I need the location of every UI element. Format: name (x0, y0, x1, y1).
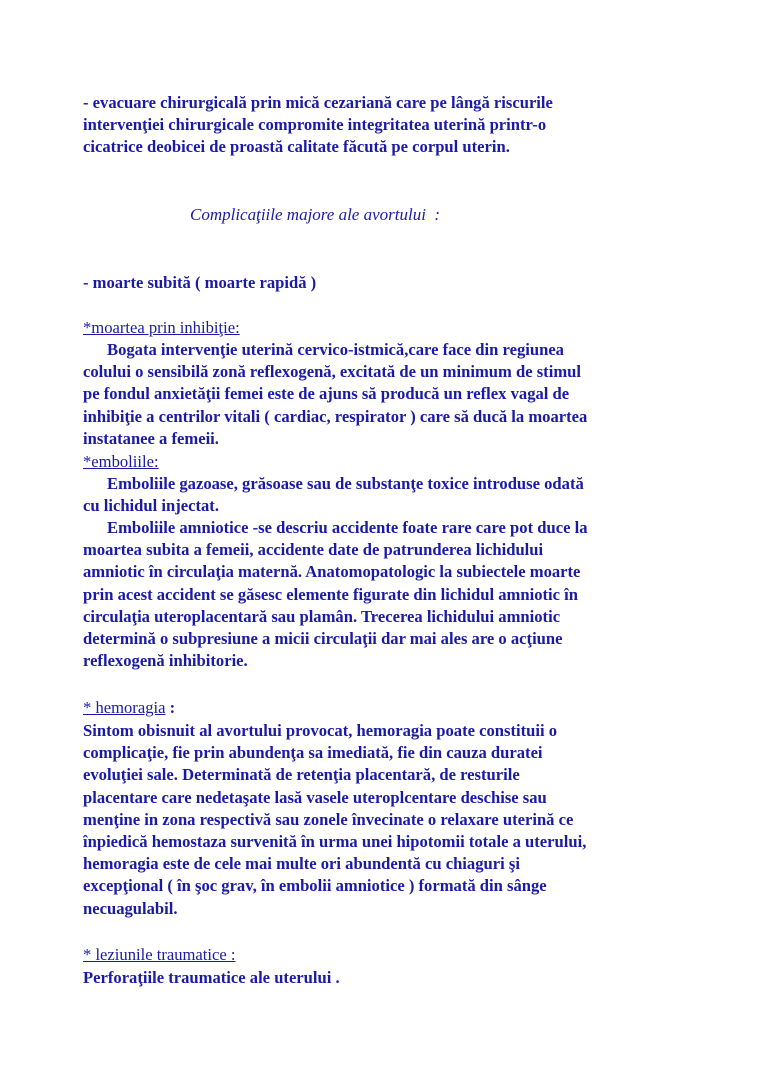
text-line: complicaţie, fie prin abundenţa sa imediată, fie din cauza duratei (83, 743, 543, 763)
text-line: moartea subita a femeii, accidente date de patrunderea lichidului (83, 540, 544, 560)
intro-paragraph (83, 92, 693, 159)
text-line: cu lichidul injectat. (83, 496, 219, 516)
emboliile-gazoase-paragraph (83, 473, 693, 517)
hemoragia-heading (83, 697, 693, 719)
text-line: menţine in zona respectivă sau zonele învecinate o relaxare uterină ce (83, 809, 574, 829)
text-line: Bogata intervenţie uterină cervico-istmică,care face din regiunea (107, 340, 564, 359)
text-line: înpiedică hemostaza survenită în urma unei hipotomii totale a uterului, (83, 832, 587, 852)
leziunile-label: * leziunile traumatice : (83, 945, 236, 964)
inhibitie-label: *moartea prin inhibiţie: (83, 318, 240, 337)
text-line: - evacuare chirurgicală prin mică cezariană care pe lângă riscurile (83, 93, 553, 112)
text-line: necuagulabil. (83, 898, 178, 918)
text-line: pe fondul anxietăţii femei este de ajuns să producă un reflex vagal de (83, 384, 570, 404)
inhibitie-paragraph (83, 339, 693, 450)
text-line: amniotic în circulaţia maternă. Anatomopatologic la subiectele moarte (83, 562, 581, 582)
text-line: Sintom obisnuit al avortului provocat, hemoragia poate constituii o (83, 721, 558, 740)
hemoragia-colon: : (165, 698, 176, 717)
section-heading: Complicaţiile majore ale avortului : (190, 205, 441, 224)
text-line: hemoragia este de cele mai multe ori abundentă cu chiaguri şi (83, 854, 520, 874)
hemoragia-paragraph (83, 720, 693, 920)
text-line: cicatrice deobicei de proastă calitate făcută pe corpul uterin. (83, 137, 510, 157)
text-line: prin acest accident se găsesc elemente figurate din lichidul amniotic în (83, 584, 578, 604)
text-line: colului o sensibilă zonă reflexogenă, excitată de un minimum de stimul (83, 362, 581, 382)
text-line: Emboliile amniotice -se descriu accidente foate rare care pot duce la (107, 518, 588, 537)
text-line: evoluţiei sale. Determinată de retenţia placentară, de resturile (83, 765, 520, 785)
text-line: excepţional ( în şoc grav, în embolii amniotice ) formată din sânge (83, 876, 547, 896)
emboliile-label: *emboliile: (83, 452, 159, 471)
text-line: Emboliile gazoase, grăsoase sau de substanţe toxice introduse odată (107, 474, 584, 493)
moarte-subita-line: - moarte subită ( moarte rapidă ) (83, 273, 317, 292)
text-line: determină o subpresiune a micii circulaţii dar mai ales are o acţiune (83, 629, 563, 649)
text-line: intervenţiei chirurgicale compromite integritatea uterină printr-o (83, 115, 547, 135)
text-line: inhibiţie a centrilor vitali ( cardiac, respirator ) care să ducă la moartea (83, 406, 588, 426)
perforatiile-line: Perforaţiile traumatice ale uterului . (83, 968, 340, 987)
hemoragia-label: * hemoragia (83, 698, 166, 717)
text-line: instatanee a femeii. (83, 428, 219, 448)
text-line: placentare care nedetaşate lasă vasele uteroplcentare deschise sau (83, 787, 547, 807)
emboliile-amniotice-paragraph (83, 517, 693, 672)
text-line: reflexogenă inhibitorie. (83, 651, 248, 671)
text-line: circulaţia uteroplacentară sau plamân. Trecerea lichidului amniotic (83, 606, 561, 626)
